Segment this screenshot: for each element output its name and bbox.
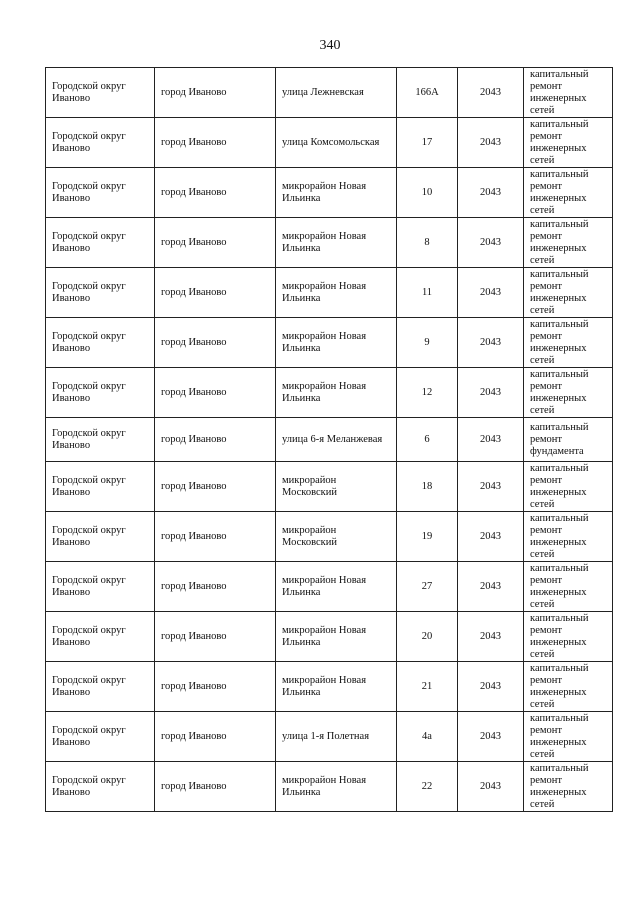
house-number-cell: 19	[397, 512, 458, 562]
work-type-cell: капитальный ремонт инженерных сетей	[524, 118, 613, 168]
street-cell: микрорайон Новая Ильинка	[276, 762, 397, 812]
street-cell: микрорайон Новая Ильинка	[276, 168, 397, 218]
city-cell: город Иваново	[155, 562, 276, 612]
year-cell: 2043	[458, 712, 524, 762]
work-type-cell: капитальный ремонт инженерных сетей	[524, 168, 613, 218]
table-row	[46, 762, 613, 812]
house-number-cell: 11	[397, 268, 458, 318]
table-row	[46, 462, 613, 512]
house-number-cell: 17	[397, 118, 458, 168]
house-number-cell: 6	[397, 418, 458, 462]
city-cell: город Иваново	[155, 512, 276, 562]
table-row	[46, 512, 613, 562]
work-type-cell: капитальный ремонт инженерных сетей	[524, 662, 613, 712]
table-row	[46, 218, 613, 268]
year-cell: 2043	[458, 512, 524, 562]
district-cell: Городской округ Иваново	[46, 662, 155, 712]
house-number-cell: 21	[397, 662, 458, 712]
city-cell: город Иваново	[155, 662, 276, 712]
district-cell: Городской округ Иваново	[46, 118, 155, 168]
table-row	[46, 118, 613, 168]
year-cell: 2043	[458, 368, 524, 418]
city-cell: город Иваново	[155, 418, 276, 462]
table-row	[46, 562, 613, 612]
city-cell: город Иваново	[155, 612, 276, 662]
work-type-cell: капитальный ремонт инженерных сетей	[524, 612, 613, 662]
street-cell: микрорайон Новая Ильинка	[276, 318, 397, 368]
district-cell: Городской округ Иваново	[46, 562, 155, 612]
house-number-cell: 4а	[397, 712, 458, 762]
district-cell: Городской округ Иваново	[46, 218, 155, 268]
city-cell: город Иваново	[155, 168, 276, 218]
street-cell: улица Комсомольская	[276, 118, 397, 168]
street-cell: микрорайон Новая Ильинка	[276, 562, 397, 612]
work-type-cell: капитальный ремонт инженерных сетей	[524, 68, 613, 118]
district-cell: Городской округ Иваново	[46, 612, 155, 662]
work-type-cell: капитальный ремонт инженерных сетей	[524, 562, 613, 612]
table-row	[46, 268, 613, 318]
street-cell: микрорайон Новая Ильинка	[276, 268, 397, 318]
district-cell: Городской округ Иваново	[46, 512, 155, 562]
city-cell: город Иваново	[155, 68, 276, 118]
registry-table	[45, 67, 613, 812]
house-number-cell: 9	[397, 318, 458, 368]
work-type-cell: капитальный ремонт инженерных сетей	[524, 512, 613, 562]
house-number-cell: 18	[397, 462, 458, 512]
year-cell: 2043	[458, 562, 524, 612]
work-type-cell: капитальный ремонт инженерных сетей	[524, 368, 613, 418]
street-cell: микрорайон Новая Ильинка	[276, 368, 397, 418]
house-number-cell: 8	[397, 218, 458, 268]
registry-body	[46, 68, 613, 812]
district-cell: Городской округ Иваново	[46, 68, 155, 118]
street-cell: микрорайон Новая Ильинка	[276, 662, 397, 712]
district-cell: Городской округ Иваново	[46, 168, 155, 218]
street-cell: микрорайон Новая Ильинка	[276, 612, 397, 662]
work-type-cell: капитальный ремонт фундамента	[524, 418, 613, 462]
district-cell: Городской округ Иваново	[46, 712, 155, 762]
house-number-cell: 10	[397, 168, 458, 218]
work-type-cell: капитальный ремонт инженерных сетей	[524, 762, 613, 812]
table-row	[46, 368, 613, 418]
table-row	[46, 418, 613, 462]
table-row	[46, 662, 613, 712]
street-cell: улица 6-я Меланжевая	[276, 418, 397, 462]
district-cell: Городской округ Иваново	[46, 318, 155, 368]
table-row	[46, 318, 613, 368]
city-cell: город Иваново	[155, 762, 276, 812]
page-number: 340	[319, 38, 341, 53]
year-cell: 2043	[458, 762, 524, 812]
work-type-cell: капитальный ремонт инженерных сетей	[524, 712, 613, 762]
city-cell: город Иваново	[155, 218, 276, 268]
city-cell: город Иваново	[155, 118, 276, 168]
district-cell: Городской округ Иваново	[46, 268, 155, 318]
year-cell: 2043	[458, 418, 524, 462]
district-cell: Городской округ Иваново	[46, 762, 155, 812]
house-number-cell: 12	[397, 368, 458, 418]
district-cell: Городской округ Иваново	[46, 418, 155, 462]
work-type-cell: капитальный ремонт инженерных сетей	[524, 462, 613, 512]
city-cell: город Иваново	[155, 268, 276, 318]
year-cell: 2043	[458, 612, 524, 662]
city-cell: город Иваново	[155, 462, 276, 512]
year-cell: 2043	[458, 218, 524, 268]
street-cell: улица 1-я Полетная	[276, 712, 397, 762]
table-row	[46, 612, 613, 662]
table-row	[46, 68, 613, 118]
city-cell: город Иваново	[155, 712, 276, 762]
work-type-cell: капитальный ремонт инженерных сетей	[524, 218, 613, 268]
house-number-cell: 27	[397, 562, 458, 612]
house-number-cell: 20	[397, 612, 458, 662]
table-row	[46, 712, 613, 762]
year-cell: 2043	[458, 268, 524, 318]
street-cell: микрорайон Московский	[276, 512, 397, 562]
year-cell: 2043	[458, 662, 524, 712]
table-row	[46, 168, 613, 218]
work-type-cell: капитальный ремонт инженерных сетей	[524, 268, 613, 318]
city-cell: город Иваново	[155, 318, 276, 368]
work-type-cell: капитальный ремонт инженерных сетей	[524, 318, 613, 368]
district-cell: Городской округ Иваново	[46, 462, 155, 512]
street-cell: микрорайон Московский	[276, 462, 397, 512]
house-number-cell: 166А	[397, 68, 458, 118]
year-cell: 2043	[458, 118, 524, 168]
year-cell: 2043	[458, 68, 524, 118]
street-cell: микрорайон Новая Ильинка	[276, 218, 397, 268]
year-cell: 2043	[458, 318, 524, 368]
house-number-cell: 22	[397, 762, 458, 812]
year-cell: 2043	[458, 462, 524, 512]
district-cell: Городской округ Иваново	[46, 368, 155, 418]
street-cell: улица Лежневская	[276, 68, 397, 118]
year-cell: 2043	[458, 168, 524, 218]
city-cell: город Иваново	[155, 368, 276, 418]
